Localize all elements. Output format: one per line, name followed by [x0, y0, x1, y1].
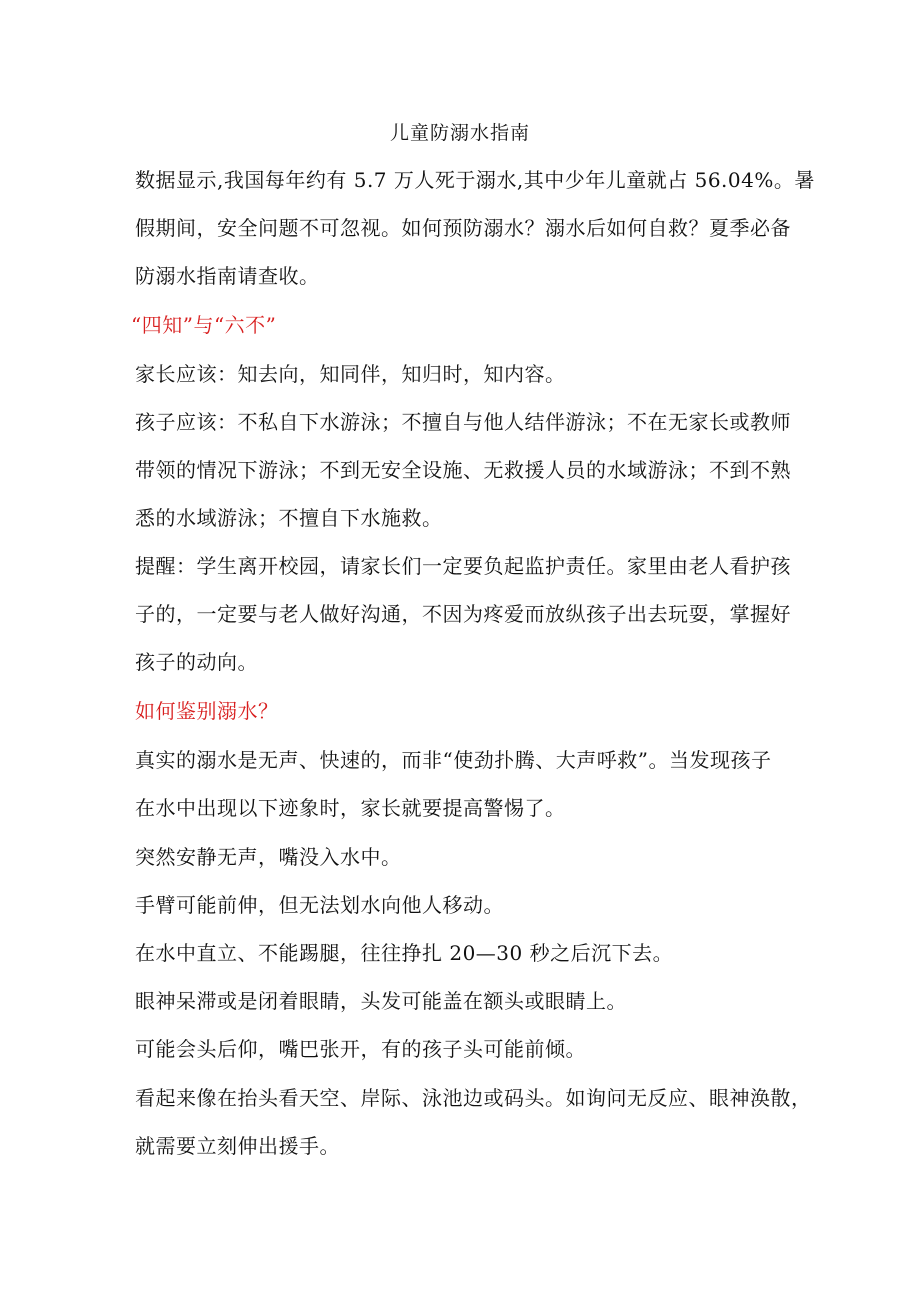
drowning-desc-line-2: 在水中出现以下迹象时，家长就要提高警惕了。	[135, 796, 566, 820]
document-title: 儿童防溺水指南	[389, 122, 530, 144]
sign-line-1: 突然安静无声，嘴没入水中。	[135, 845, 402, 869]
intro-line-2: 假期间，安全问题不可忽视。如何预防溺水？溺水后如何自救？夏季必备	[135, 216, 791, 240]
reminder-line-1: 提醒：学生离开校园，请家长们一定要负起监护责任。家里由老人看护孩	[135, 554, 791, 578]
children-rule-line-1: 孩子应该：不私自下水游泳；不擅自与他人结伴游泳；不在无家长或教师	[135, 410, 791, 434]
reminder-line-3: 孩子的动向。	[135, 650, 258, 674]
children-rule-line-2: 带领的情况下游泳；不到无安全设施、无救援人员的水域游泳；不到不熟	[135, 458, 791, 482]
sign-line-6: 看起来像在抬头看天空、岸际、泳池边或码头。如询问无反应、眼神涣散，	[135, 1086, 812, 1110]
parents-rule-line: 家长应该：知去向，知同伴，知归时，知内容。	[135, 362, 566, 386]
intro-line-3: 防溺水指南请查收。	[135, 264, 320, 288]
sign-line-2: 手臂可能前伸，但无法划水向他人移动。	[135, 893, 504, 917]
reminder-line-2: 子的，一定要与老人做好沟通，不因为疼爱而放纵孩子出去玩耍，掌握好	[135, 602, 791, 626]
sign-line-4: 眼神呆滞或是闭着眼睛，头发可能盖在额头或眼睛上。	[135, 989, 627, 1013]
intro-line-1: 数据显示,我国每年约有 5.7 万人死于溺水,其中少年儿童就占 56.04%。暑	[135, 168, 815, 192]
sign-line-5: 可能会头后仰，嘴巴张开，有的孩子头可能前倾。	[135, 1037, 586, 1061]
section-heading-four-six: “四知”与“六不”	[131, 313, 277, 337]
sign-line-7: 就需要立刻伸出援手。	[135, 1134, 340, 1158]
drowning-desc-line-1: 真实的溺水是无声、快速的，而非“使劲扑腾、大声呼救”。当发现孩子	[135, 748, 772, 772]
children-rule-line-3: 悉的水域游泳；不擅自下水施救。	[135, 506, 443, 530]
sign-line-3: 在水中直立、不能踢腿，往往挣扎 20—30 秒之后沉下去。	[135, 941, 674, 965]
section-heading-identify-drowning: 如何鉴别溺水？	[135, 699, 279, 723]
